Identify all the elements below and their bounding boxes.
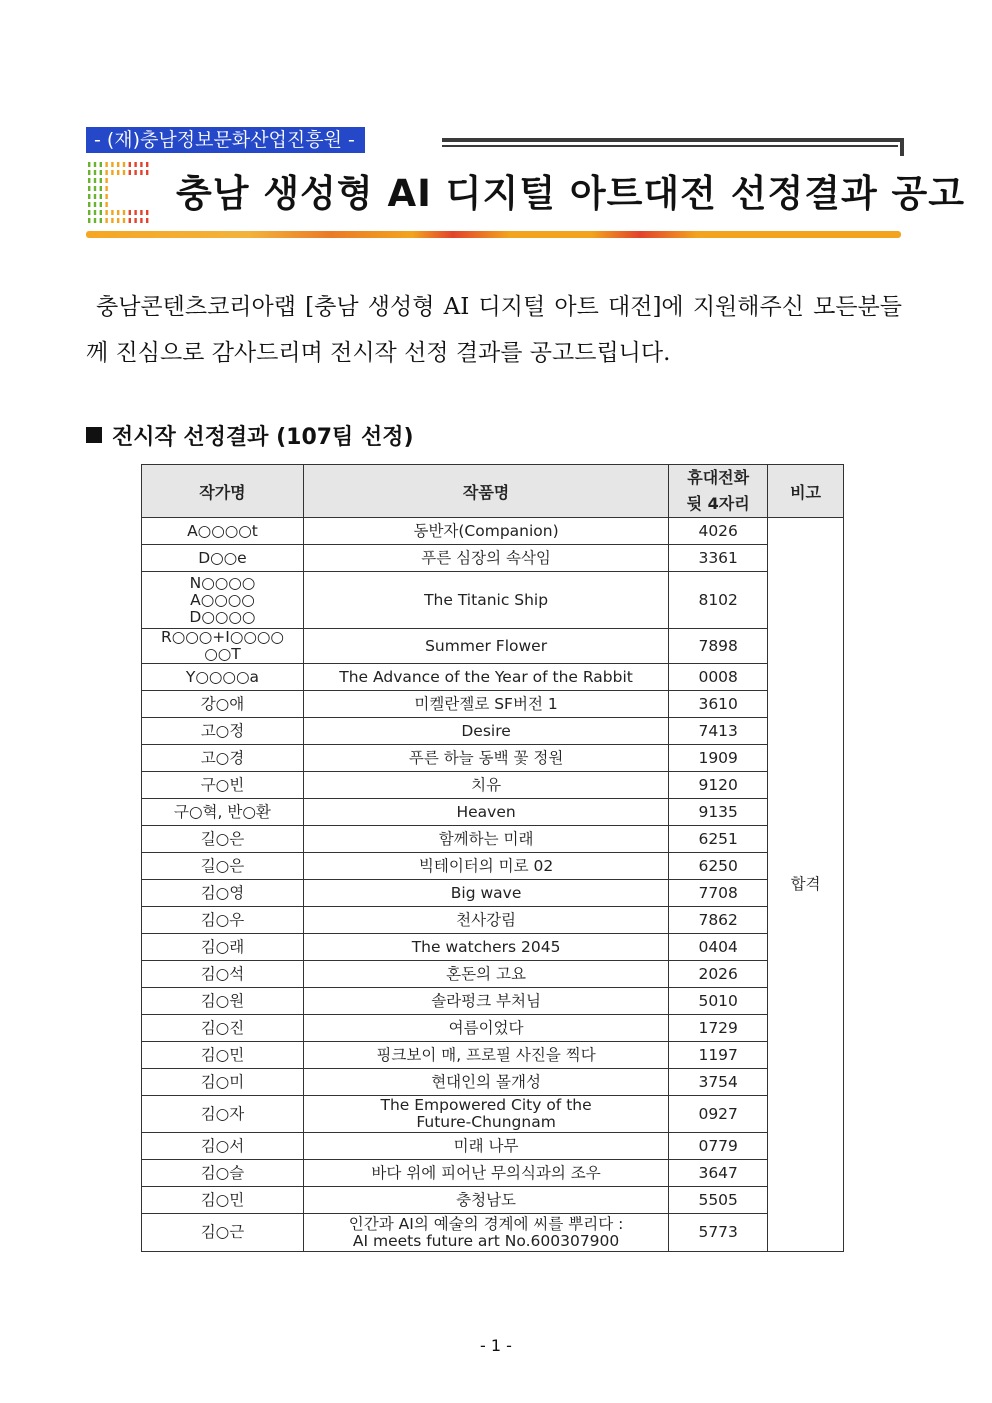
cell-artist: D○○e [142, 545, 304, 572]
cell-work: The watchers 2045 [303, 934, 668, 961]
cell-work: Heaven [303, 799, 668, 826]
cell-phone: 6250 [669, 853, 768, 880]
cell-work: 치유 [303, 772, 668, 799]
header-rule [442, 138, 904, 142]
cell-note: 합격 [768, 518, 844, 1252]
cell-artist: 길○은 [142, 853, 304, 880]
table-row [142, 1214, 844, 1252]
header-phone-line2: 뒷 4자리 [686, 494, 750, 513]
cell-phone: 3647 [669, 1160, 768, 1187]
cell-work: The Titanic Ship [303, 572, 668, 629]
cell-work: 인간과 AI의 예술의 경계에 씨를 뿌리다 : AI meets future art No.600307900 [303, 1214, 668, 1252]
header-phone-line1: 휴대전화 [687, 468, 750, 487]
cell-artist: 김○영 [142, 880, 304, 907]
table-row [142, 1069, 844, 1096]
table-row [142, 988, 844, 1015]
section-heading-text: 전시작 선정결과 (107팀 선정) [112, 425, 414, 450]
table-row [142, 907, 844, 934]
table-row [142, 518, 844, 545]
cell-work: Desire [303, 718, 668, 745]
table-row [142, 772, 844, 799]
cell-artist: 김○슬 [142, 1160, 304, 1187]
cell-phone: 0404 [669, 934, 768, 961]
table-row [142, 1133, 844, 1160]
cell-work: 충청남도 [303, 1187, 668, 1214]
header-rule-thin [442, 145, 898, 147]
cell-artist: 고○경 [142, 745, 304, 772]
page-number: - 1 - [480, 1336, 512, 1355]
cell-artist: 김○근 [142, 1214, 304, 1252]
cell-artist: 김○미 [142, 1069, 304, 1096]
cell-artist: A○○○○t [142, 518, 304, 545]
cell-work: 미켈란젤로 SF버전 1 [303, 691, 668, 718]
table-row [142, 1042, 844, 1069]
cell-artist: 강○애 [142, 691, 304, 718]
cell-phone: 2026 [669, 961, 768, 988]
cell-artist: 김○우 [142, 907, 304, 934]
cell-artist: R○○○+I○○○○ ○○T [142, 629, 304, 664]
organization-tag: - (재)충남정보문화산업진흥원 - [86, 127, 365, 153]
results-table [141, 464, 844, 1252]
table-row [142, 718, 844, 745]
cell-phone: 3610 [669, 691, 768, 718]
cell-work: The Empowered City of the Future-Chungnam [303, 1096, 668, 1133]
document-title: 충남 생성형 AI 디지털 아트대전 선정결과 공고 [176, 172, 966, 215]
cell-phone: 4026 [669, 518, 768, 545]
cell-phone: 5505 [669, 1187, 768, 1214]
table-header-row [142, 465, 844, 518]
table-row [142, 961, 844, 988]
table-row [142, 572, 844, 629]
cell-phone: 9135 [669, 799, 768, 826]
cell-artist: 김○민 [142, 1042, 304, 1069]
cell-artist: 김○래 [142, 934, 304, 961]
title-underline-bar [86, 231, 901, 238]
cell-artist: 김○석 [142, 961, 304, 988]
cell-phone: 0927 [669, 1096, 768, 1133]
cell-artist: 김○진 [142, 1015, 304, 1042]
cell-work: 여름이었다 [303, 1015, 668, 1042]
table-row [142, 691, 844, 718]
table-row [142, 853, 844, 880]
cell-artist: 구○빈 [142, 772, 304, 799]
cell-artist: 구○혁, 반○환 [142, 799, 304, 826]
cell-work: 현대인의 몰개성 [303, 1069, 668, 1096]
table-row [142, 745, 844, 772]
cell-phone: 0779 [669, 1133, 768, 1160]
cell-phone: 5773 [669, 1214, 768, 1252]
cell-artist: 고○정 [142, 718, 304, 745]
cell-work: 천사강림 [303, 907, 668, 934]
header-rule-end [900, 138, 904, 156]
cell-artist: 김○원 [142, 988, 304, 1015]
table-row [142, 1160, 844, 1187]
dot-pattern-logo-icon [86, 160, 152, 226]
cell-work: 핑크보이 매, 프로필 사진을 찍다 [303, 1042, 668, 1069]
cell-work: 혼돈의 고요 [303, 961, 668, 988]
cell-phone: 8102 [669, 572, 768, 629]
cell-phone: 7898 [669, 629, 768, 664]
table-row [142, 1187, 844, 1214]
cell-work: 솔라펑크 부처님 [303, 988, 668, 1015]
cell-work: 동반자(Companion) [303, 518, 668, 545]
cell-phone: 9120 [669, 772, 768, 799]
square-bullet-icon [86, 427, 102, 443]
cell-work: The Advance of the Year of the Rabbit [303, 664, 668, 691]
table-row [142, 629, 844, 664]
cell-artist: 김○자 [142, 1096, 304, 1133]
header-note: 비고 [768, 465, 844, 518]
table-row [142, 1015, 844, 1042]
intro-paragraph: 충남콘텐츠코리아랩 [충남 생성형 AI 디지털 아트 대전]에 지원해주신 모든분들께 진심으로 감사드리며 전시작 선정 결과를 공고드립니다. [86, 294, 902, 366]
table-row [142, 826, 844, 853]
table-row [142, 1096, 844, 1133]
header-work: 작품명 [303, 465, 668, 518]
cell-artist: 김○서 [142, 1133, 304, 1160]
cell-work: 미래 나무 [303, 1133, 668, 1160]
cell-phone: 1197 [669, 1042, 768, 1069]
cell-phone: 1729 [669, 1015, 768, 1042]
cell-work: Big wave [303, 880, 668, 907]
cell-artist: 김○민 [142, 1187, 304, 1214]
cell-artist: 길○은 [142, 826, 304, 853]
header-phone [669, 465, 768, 518]
cell-work: 푸른 하늘 동백 꽃 정원 [303, 745, 668, 772]
cell-artist: N○○○○ A○○○○ D○○○○ [142, 572, 304, 629]
cell-work: 푸른 심장의 속삭임 [303, 545, 668, 572]
cell-work: 바다 위에 피어난 무의식과의 조우 [303, 1160, 668, 1187]
cell-phone: 7862 [669, 907, 768, 934]
cell-phone: 0008 [669, 664, 768, 691]
cell-work: Summer Flower [303, 629, 668, 664]
table-row [142, 934, 844, 961]
cell-phone: 6251 [669, 826, 768, 853]
cell-phone: 3754 [669, 1069, 768, 1096]
section-heading [86, 420, 414, 451]
cell-work: 빅테이터의 미로 02 [303, 853, 668, 880]
cell-phone: 1909 [669, 745, 768, 772]
table-row [142, 664, 844, 691]
table-row [142, 545, 844, 572]
table-row [142, 880, 844, 907]
header-artist: 작가명 [142, 465, 304, 518]
cell-phone: 7708 [669, 880, 768, 907]
cell-phone: 3361 [669, 545, 768, 572]
cell-phone: 5010 [669, 988, 768, 1015]
cell-artist: Y○○○○a [142, 664, 304, 691]
cell-work: 함께하는 미래 [303, 826, 668, 853]
cell-phone: 7413 [669, 718, 768, 745]
table-row [142, 799, 844, 826]
